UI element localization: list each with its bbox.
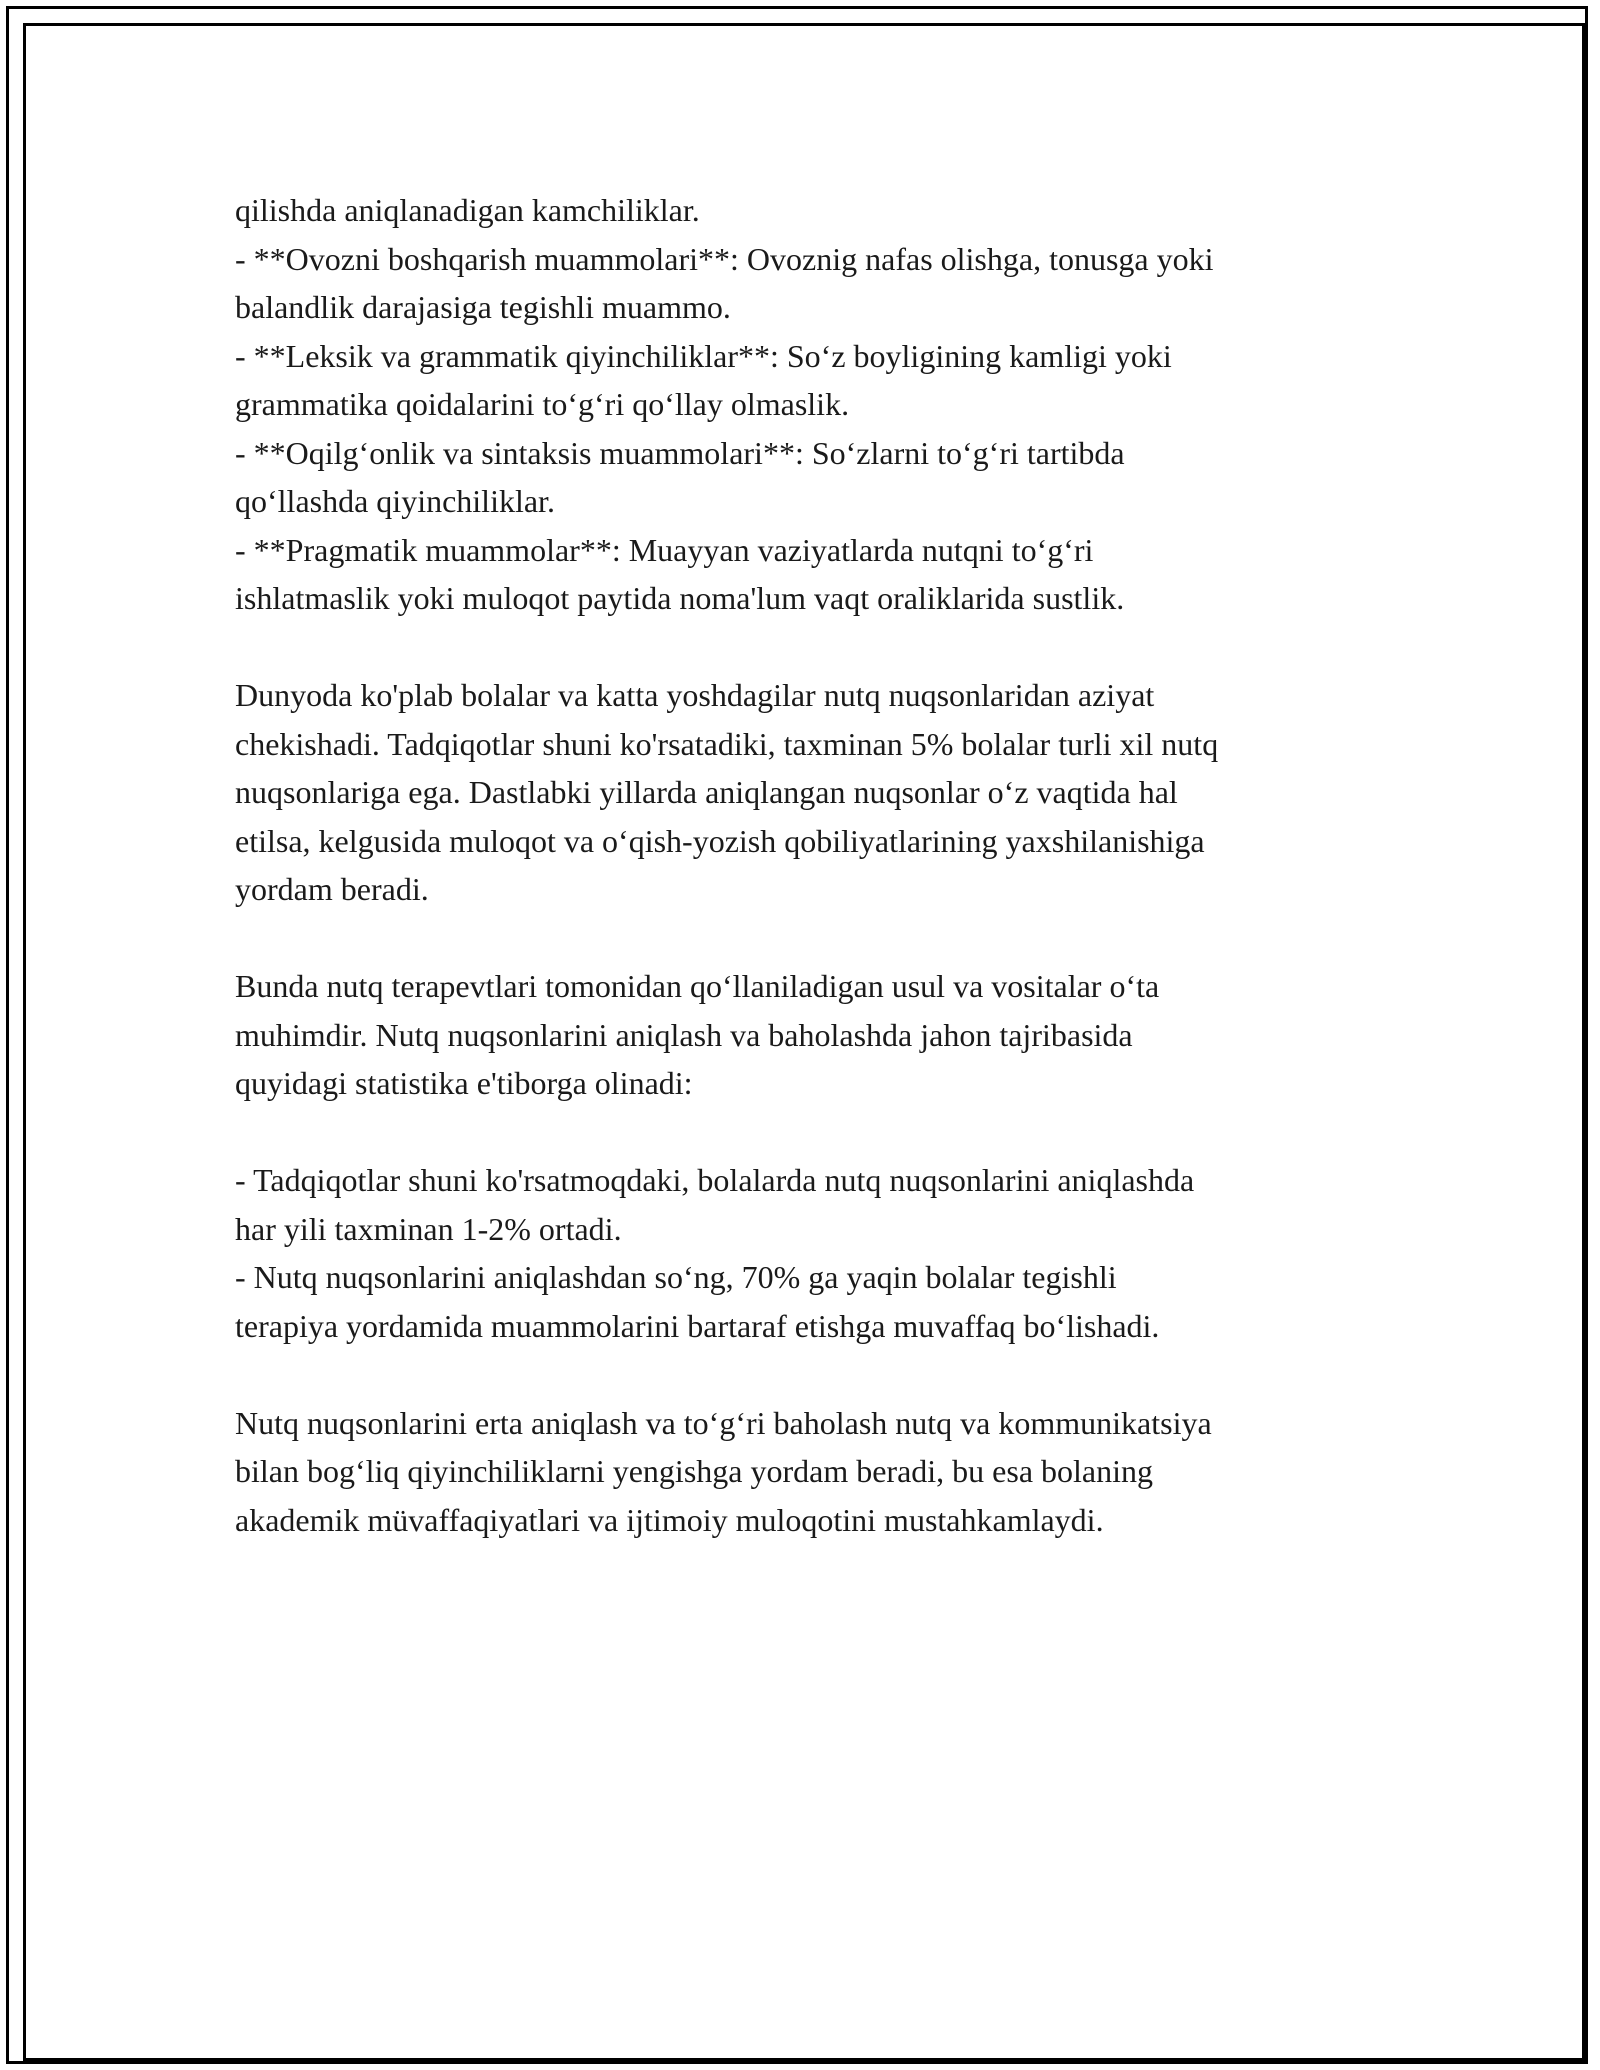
paragraph-prevalence — [235, 671, 1385, 914]
text-line: chekishadi. Tadqiqotlar shuni ko'rsatadiki, taxminan 5% bolalar turli xil nutq — [235, 725, 1219, 762]
text-line: yordam beradi. — [235, 871, 429, 907]
document-body — [235, 186, 1385, 1544]
paragraph-spacer — [235, 1350, 1385, 1399]
paragraph-therapists — [235, 962, 1385, 1108]
text-line: grammatika qoidalarini to‘g‘ri qo‘llay olmaslik. — [235, 386, 850, 422]
paragraph-speech-problems-list — [235, 186, 1385, 623]
list-item-syntax: - **Oqilg‘onlik va sintaksis muammolari**: So‘zlarni to‘g‘ri tartibda — [235, 434, 1125, 471]
text-line: akademik müvaffaqiyatlari va ijtimoiy muloqotini mustahkamlaydi. — [235, 1501, 1104, 1538]
list-item-lexical-grammatical: - **Leksik va grammatik qiyinchiliklar**: So‘z boyligining kamligi yoki — [235, 337, 1172, 374]
list-item-therapy-success: - Nutq nuqsonlarini aniqlashdan so‘ng, 70% ga yaqin bolalar tegishli — [235, 1259, 1117, 1295]
text-line: Bunda nutq terapevtlari tomonidan qo‘llaniladigan usul va vositalar o‘ta — [235, 968, 1160, 1004]
paragraph-spacer — [235, 914, 1385, 963]
paragraph-spacer — [235, 1108, 1385, 1157]
list-item-pragmatic: - **Pragmatik muammolar**: Muayyan vaziyatlarda nutqni to‘g‘ri — [235, 531, 1094, 568]
text-line: nuqsonlariga ega. Dastlabki yillarda aniqlangan nuqsonlar o‘z vaqtida hal — [235, 774, 1178, 810]
text-line: bilan bog‘liq qiyinchiliklarni yengishga yordam beradi, bu esa bolaning — [235, 1453, 1154, 1489]
text-line: etilsa, kelgusida muloqot va o‘qish-yozish qobiliyatlarining yaxshilanishiga — [235, 822, 1205, 859]
text-line: Nutq nuqsonlarini erta aniqlash va to‘g‘ri baholash nutq va kommunikatsiya — [235, 1404, 1212, 1441]
text-line: Dunyoda ko'plab bolalar va katta yoshdagilar nutq nuqsonlaridan aziyat — [235, 677, 1155, 713]
text-line: muhimdir. Nutq nuqsonlarini aniqlash va baholashda jahon tajribasida — [235, 1016, 1133, 1053]
text-line: ishlatmaslik yoki muloqot paytida noma'lum vaqt oraliklarida sustlik. — [235, 580, 1125, 616]
text-line: balandlik darajasiga tegishli muammo. — [235, 289, 731, 325]
text-line: quyidagi statistika e'tiborga olinadi: — [235, 1065, 693, 1101]
text-line: terapiya yordamida muammolarini bartaraf etishga muvaffaq bo‘lishadi. — [235, 1307, 1160, 1344]
text-line: qo‘llashda qiyinchiliklar. — [235, 483, 555, 519]
list-item-annual-increase: - Tadqiqotlar shuni ko'rsatmoqdaki, bolalarda nutq nuqsonlarini aniqlashda — [235, 1162, 1195, 1198]
text-line: qilishda aniqlanadigan kamchiliklar. — [235, 192, 700, 228]
paragraph-spacer — [235, 623, 1385, 672]
paragraph-statistics-list — [235, 1156, 1385, 1350]
list-item-voice-control: - **Ovozni boshqarish muammolari**: Ovoznig nafas olishga, tonusga yoki — [235, 240, 1214, 277]
paragraph-conclusion — [235, 1399, 1385, 1545]
text-line: har yili taxminan 1-2% ortadi. — [235, 1210, 622, 1247]
